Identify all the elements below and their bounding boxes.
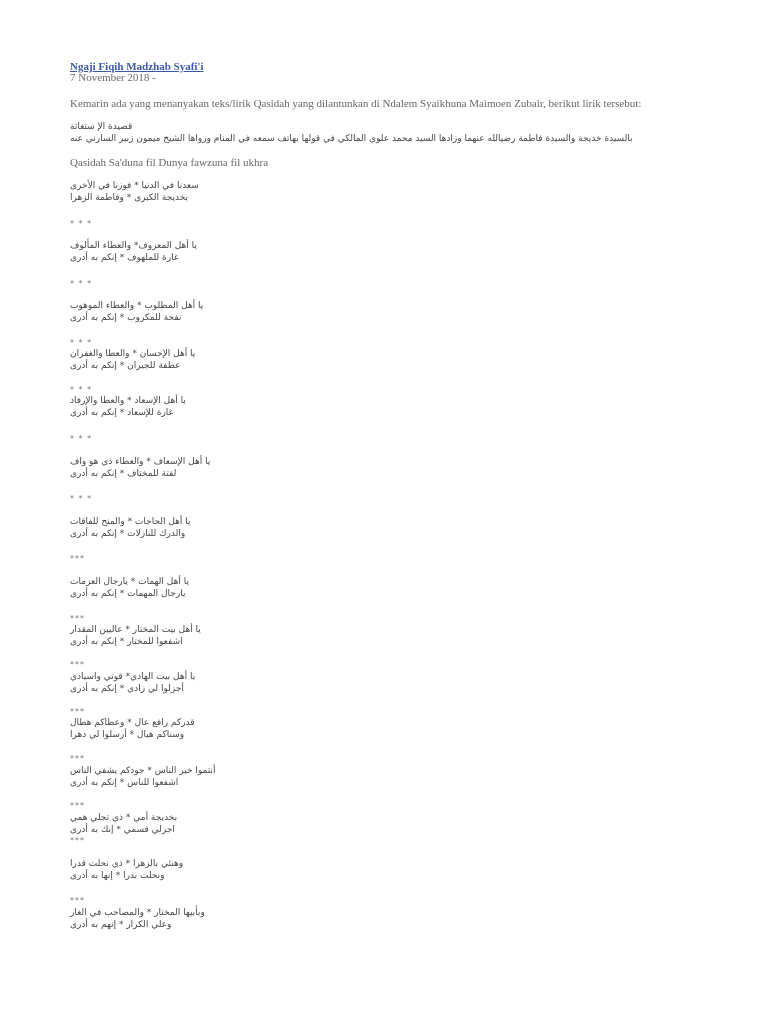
stanza-separator: * * * bbox=[70, 494, 93, 503]
arabic-heading bbox=[70, 121, 132, 133]
stanza-separator: * * * bbox=[70, 279, 93, 288]
stanza-separator: * * * bbox=[70, 385, 93, 394]
stanza-separator: *** bbox=[70, 896, 85, 905]
verse-line: اشفعوا للمختار * إنكم به أدرى bbox=[70, 637, 183, 647]
verse-line: والدرك للنازلات * إنكم به أدرى bbox=[70, 529, 186, 539]
verse-line: يا أهل الهمات * يارجال العزمات bbox=[70, 577, 189, 587]
stanza bbox=[70, 765, 215, 789]
verse-line: غارة للملهوف * إنكم به أدرى bbox=[70, 253, 179, 263]
verse-line: نفحة للمكروب * إنكم به أدرى bbox=[70, 313, 182, 323]
verse-line: اشفعوا للناس * إنكم به أدرى bbox=[70, 778, 179, 788]
verse-line: وسناكم هيال * أرسلوا لي دهرا bbox=[70, 730, 185, 740]
verse-line: يا أهل الإحسان * والعطا والغفران bbox=[70, 349, 196, 359]
stanza bbox=[70, 516, 191, 540]
stanza-separator: *** bbox=[70, 707, 85, 716]
stanza bbox=[70, 348, 195, 372]
post-date: 7 November 2018 - bbox=[70, 72, 156, 84]
verse-line: يا أهل بيت المختار * عاليين المقدار bbox=[70, 625, 201, 635]
verse-line: وهنئي بالزهرا * ذي نحلت قدرا bbox=[70, 859, 184, 869]
verse-line: أنتموا خير الناس * جودكم يشفي الناس bbox=[70, 766, 216, 776]
stanza-separator: *** bbox=[70, 614, 85, 623]
stanza-separator: * * * bbox=[70, 219, 93, 228]
verse-line: يارجال المهمات * إنكم به أدرى bbox=[70, 589, 186, 599]
stanza-separator: * * * bbox=[70, 338, 93, 347]
verse-line: ونحلت بدرا * إنها به أدرى bbox=[70, 871, 165, 881]
article-title-link[interactable]: Ngaji Fiqih Madzhab Syafi'i bbox=[70, 61, 204, 73]
verse-line: عطفة للجيران * إنكم به أدرى bbox=[70, 361, 181, 371]
verse-line: غارة للإسعاد * إنكم به أدرى bbox=[70, 408, 174, 418]
stanza bbox=[70, 576, 189, 600]
stanza-separator: *** bbox=[70, 660, 85, 669]
stanza bbox=[70, 907, 205, 931]
verse-line: بخديجة الكبرى * وفاطمة الزهرا bbox=[70, 193, 189, 203]
verse-line: وعلي الكرار * إنهم به أدرى bbox=[70, 920, 172, 930]
intro-paragraph: Kemarin ada yang menanyakan teks/lirik Qasidah yang dilantunkan di Ndalem Syaikhuna Maimoen Zubair, berikut lirik tersebut: bbox=[70, 98, 642, 110]
stanza bbox=[70, 240, 197, 264]
stanza bbox=[70, 180, 199, 204]
qasidah-title: Qasidah Sa'duna fil Dunya fawzuna fil ukhra bbox=[70, 157, 269, 169]
verse-line: يا أهل بيت الهادي* قوتي واسيادي bbox=[70, 672, 196, 682]
stanza-separator: *** bbox=[70, 801, 85, 810]
arabic-intro bbox=[70, 133, 633, 145]
stanza-separator: * * * bbox=[70, 434, 93, 443]
verse-line: لفتة للمختاف * إنكم به أدرى bbox=[70, 469, 177, 479]
verse-line: بخديجة أمي * ذي تجلي همي bbox=[70, 813, 178, 823]
verse-line: قدركم رافع عال * وعطاكم هطال bbox=[70, 718, 195, 728]
stanza bbox=[70, 395, 186, 419]
stanza bbox=[70, 858, 183, 882]
arabic-heading-text: قصيدة الإ ستغاثة bbox=[70, 122, 133, 132]
verse-line: يا أهل المطلوب * والعطاء الموهوب bbox=[70, 301, 204, 311]
verse-line: يا أهل الحاجات * والمنح للفاقات bbox=[70, 517, 191, 527]
verse-line: أجزلوا لي زادي * إنكم به أدرى bbox=[70, 684, 184, 694]
verse-line: وبأبيها المختار * والمصاحب في الغار bbox=[70, 908, 205, 918]
verse-line: يا أهل الإسعاف * والعطاء ذي هو واف bbox=[70, 457, 211, 467]
stanza-separator: *** bbox=[70, 754, 85, 763]
stanza bbox=[70, 300, 203, 324]
verse-line: يا أهل الإسعاد * والعطا والإرفاد bbox=[70, 396, 186, 406]
verse-line: يا أهل المعروف* والعطاء المألوف bbox=[70, 241, 197, 251]
stanza-separator: *** bbox=[70, 836, 85, 845]
verse-line: سعدنا في الدنيا * فوزنا في الأخرى bbox=[70, 181, 199, 191]
stanza bbox=[70, 671, 195, 695]
stanza bbox=[70, 717, 195, 741]
stanza bbox=[70, 812, 177, 836]
stanza-separator: *** bbox=[70, 554, 85, 563]
verse-line: اجزلي قسمي * إنك به أدرى bbox=[70, 825, 175, 835]
arabic-intro-text: بالسيدة خديجة والسيدة فاطمة رضيالله عنهما وزادها السيد محمد علوي المالكي في قولها بهاتف سمعه في المنام ورواها الشيخ ميمون زبير السارني عنه bbox=[70, 134, 633, 144]
stanza bbox=[70, 456, 210, 480]
stanza bbox=[70, 624, 201, 648]
